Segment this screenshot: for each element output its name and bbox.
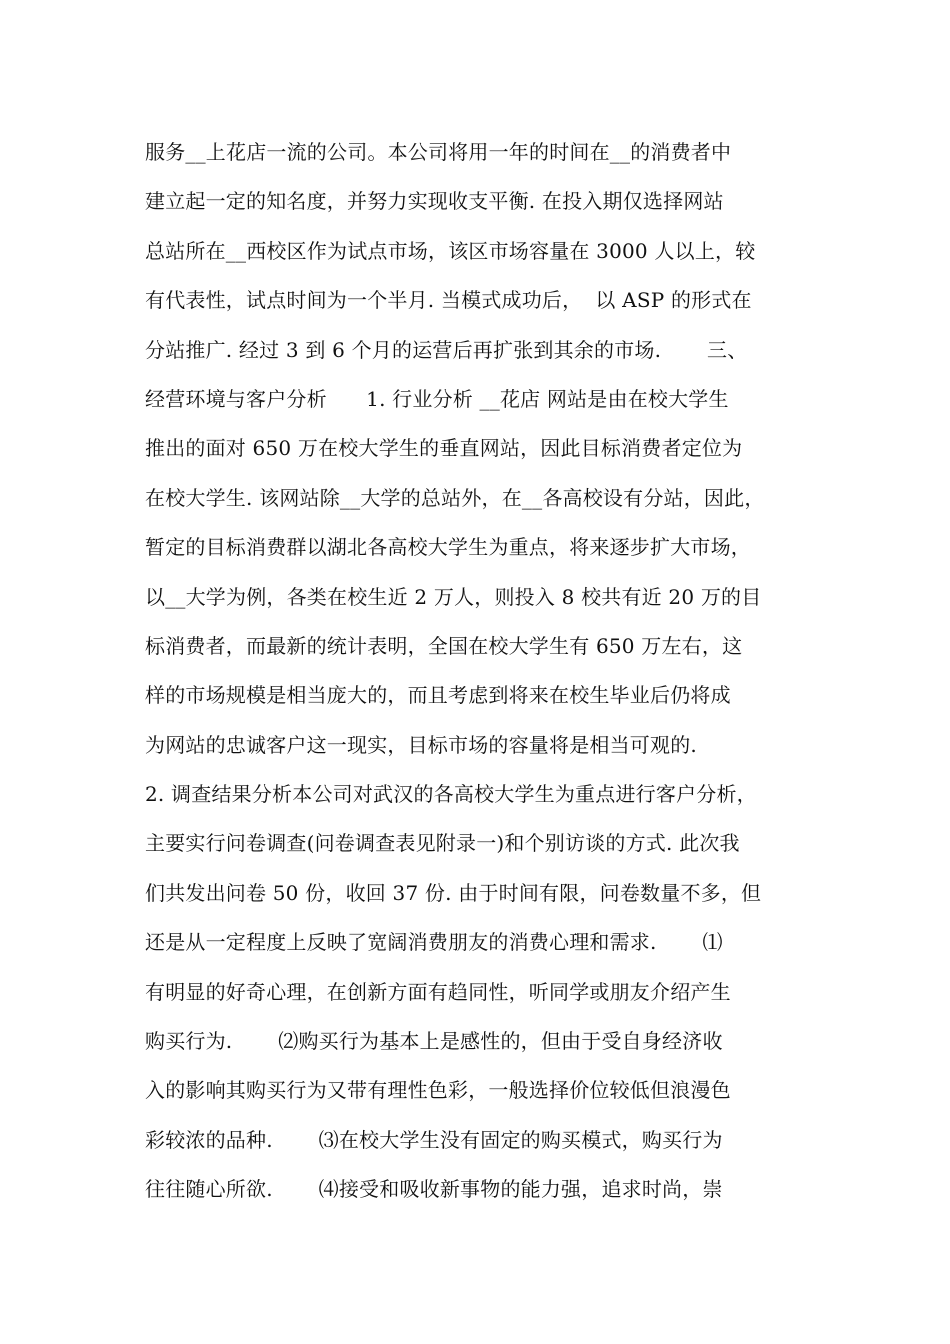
- text-line: 购买行为. ⑵购买行为基本上是感性的，但由于受自身经济收: [145, 1029, 723, 1054]
- text-line: 建立起一定的知名度，并努力实现收支平衡. 在投入期仅选择网站: [145, 189, 724, 214]
- text-line: 暂定的目标消费群以湖北各高校大学生为重点，将来逐步扩大市场，: [145, 535, 751, 560]
- text-line: 还是从一定程度上反映了宽阔消费朋友的消费心理和需求. ⑴: [145, 930, 723, 955]
- text-line: 有明显的好奇心理，在创新方面有趋同性，听同学或朋友介绍产生: [145, 979, 731, 1004]
- text-line: 们共发出问卷 50 份，收回 37 份. 由于时间有限，问卷数量不多，但: [145, 880, 762, 905]
- text-line: 分站推广. 经过 3 到 6 个月的运营后再扩张到其余的市场. 三、: [145, 337, 748, 362]
- text-line: 标消费者，而最新的统计表明，全国在校大学生有 650 万左右，这: [145, 633, 743, 658]
- text-line: 往往随心所欲. ⑷接受和吸收新事物的能力强，追求时尚，崇: [145, 1177, 723, 1202]
- text-line: 样的市场规模是相当庞大的，而且考虑到将来在校生毕业后仍将成: [145, 683, 731, 708]
- text-line: 在校大学生. 该网站除__大学的总站外，在__各高校设有分站，因此，: [145, 485, 765, 510]
- text-line: 主要实行问卷调查(问卷调查表见附录一)和个别访谈的方式. 此次我: [145, 831, 740, 856]
- text-line: 2. 调查结果分析本公司对武汉的各高校大学生为重点进行客户分析，: [145, 782, 757, 807]
- text-line: 经营环境与客户分析 1. 行业分析 __花店 网站是由在校大学生: [145, 386, 729, 411]
- body-text: [145, 128, 810, 1215]
- text-line: 彩较浓的品种. ⑶在校大学生没有固定的购买模式，购买行为: [145, 1127, 723, 1152]
- text-line: 以__大学为例，各类在校生近 2 万人，则投入 8 校共有近 20 万的目: [145, 584, 762, 609]
- text-line: 推出的面对 650 万在校大学生的垂直网站，因此目标消费者定位为: [145, 436, 743, 461]
- text-line: 为网站的忠诚客户这一现实，目标市场的容量将是相当可观的.: [145, 732, 697, 757]
- text-line: 有代表性，试点时间为一个半月. 当模式成功后， 以 ASP 的形式在: [145, 288, 752, 313]
- text-line: 总站所在__西校区作为试点市场，该区市场容量在 3000 人以上，较: [145, 238, 756, 263]
- text-line: 入的影响其购买行为又带有理性色彩，一般选择价位较低但浪漫色: [145, 1078, 731, 1103]
- text-line: 服务__上花店一流的公司。本公司将用一年的时间在__的消费者中: [145, 140, 732, 164]
